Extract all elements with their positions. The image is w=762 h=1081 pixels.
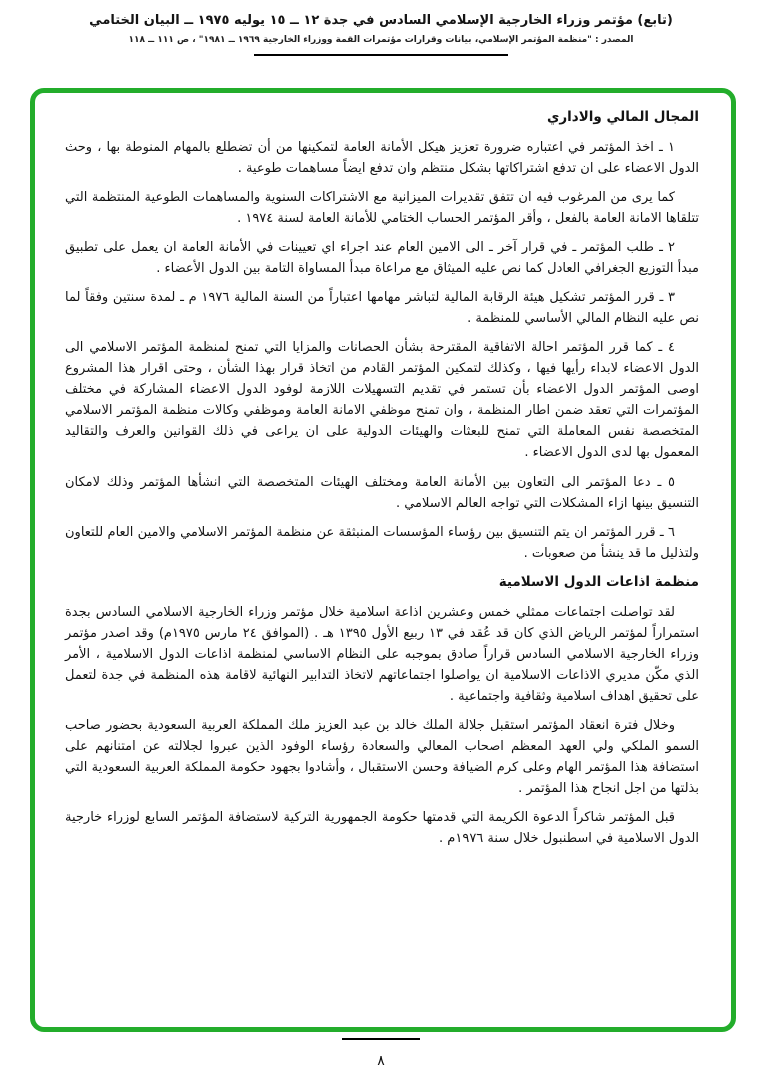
document-body (65, 107, 699, 849)
page-number: ٨ (377, 1053, 385, 1069)
source-line: المصدر : "منظمة المؤتمر الإسلامي، بيانات وقرارات مؤتمرات القمة ووزراء الخارجية ١٩٦٩ ــ ١٩٨١" ، ص ١١١ ــ ١١٨ (128, 35, 634, 45)
paragraph-item-3: ٣ ـ قرر المؤتمر تشكيل هيئة الرقابة المالية لتباشر مهامها اعتباراً من السنة المالية ١٩٧٦ م ـ لمدة سنتين وفقاً لما نص عليه النظام المالي الأساسي للمنظمة . (65, 290, 699, 327)
paragraph-item-1-continuation: كما يرى من المرغوب فيه ان تتفق تقديرات الميزانية مع الاشتراكات السنوية والمساهمات الطوعية المنتظمة التي تتلقاها الامانة العامة بالفعل ، وأقر المؤتمر الحساب الختامي للأمانة العامة لسنة ١٩٧٤ . (65, 189, 699, 226)
footer-rule (342, 1038, 420, 1040)
paragraph-item-1: ١ ـ اخذ المؤتمر في اعتباره ضرورة تعزيز هيكل الأمانة العامة لتمكينها من أن تضطلع بالمهام المنوطة بها ، وحث الدول الاعضاء على ان تدفع اشتراكاتها بشكل منتظم وان تدفع ايضاً مساهمات طوعية . (65, 139, 699, 176)
paragraph-broadcasting-1: لقد تواصلت اجتماعات ممثلي خمس وعشرين اذاعة اسلامية خلال مؤتمر وزراء الخارجية الاسلامي السادس بجدة استمراراً لمؤتمر الرياض الذي كان قد عُقد في ١٣ ربيع الأول ١٣٩٥ هـ . (الموافق ٢٤ مارس ١٩٧٥م) وقد اصدر مؤتمر وزراء الخارجية الاسلامي السادس قراراً صادق بموجبه على النظام الاساسي لمنظمة اذاعات الدول الاسلامية ، الأمر الذي مكّن مديري الاذاعات الاسلامية ان يواصلوا اجتماعاتهم لاتخاذ التدابير النهائية لاقامة هذه المنظمة في جدة لتعمل على تحقيق اهداف اسلامية وثقافية واجتماعية . (65, 604, 699, 704)
paragraph-broadcasting-3: قبل المؤتمر شاكراً الدعوة الكريمة التي قدمتها حكومة الجمهورية التركية لاستضافة المؤتمر السابع لوزراء خارجية الدول الاسلامية في اسطنبول خلال سنة ١٩٧٦م . (65, 809, 699, 847)
section-heading-broadcasting-organization: منظمة اذاعات الدول الاسلامية (498, 573, 699, 590)
document-title: (تابع) مؤتمر وزراء الخارجية الإسلامي السادس في جدة ١٢ ــ ١٥ يوليه ١٩٧٥ ــ البيان الختامي (89, 13, 673, 28)
paragraph-broadcasting-2: وخلال فترة انعقاد المؤتمر استقبل جلالة الملك خالد بن عبد العزيز ملك المملكة العربية السعودية بحضور صاحب السمو الملكي ولي العهد المعظم اصحاب المعالي والسعادة رؤساء الوفود الذين عبروا لجلالته عن امتنانهم على استضافة هذا المؤتمر الهام وعلى كرم الضيافة وحسن الاستقبال ، وأشادوا بجهود حكومة المملكة العربية السعودية التي بذلتها من اجل انجاح هذا المؤتمر . (65, 717, 699, 796)
paragraph-item-6: ٦ ـ قرر المؤتمر ان يتم التنسيق بين رؤساء المؤسسات المنبثقة عن منظمة المؤتمر الاسلامي والامين العام للتعاون ولتذليل ما قد ينشأ من صعوبات . (65, 524, 699, 561)
page-header (0, 0, 762, 56)
paragraph-item-2: ٢ ـ طلب المؤتمر ـ في قرار آخر ـ الى الامين العام عند اجراء اي تعيينات في الأمانة العامة ان يعمل على تطبيق مبدأ التوزيع الجغرافي العادل كما نص عليه الميثاق مع مراعاة مبدأ المساواة التامة بين الدول الأعضاء . (65, 240, 699, 277)
paragraph-item-4: ٤ ـ كما قرر المؤتمر احالة الاتفاقية المقترحة بشأن الحصانات والمزايا التي تمنح لمنظمة المؤتمر الاسلامي الى الدول الاعضاء لابداء رأيها فيها ، وكذلك لتمكين المؤتمر القادم من اتخاذ قرار بهذا الشأن ، وحتى اقرار هذا المشروع اوصى المؤتمر الدول الاعضاء بأن تستمر في تقديم التسهيلات اللازمة لوفود الدول الاعضاء المشاركة في مختلف المؤتمرات التي تعقد ضمن اطار المنظمة ، وان تمنح موظفي الامانة العامة وموظفي وكالات منظمة المؤتمر الاسلامي المتخصصة نفس المعاملة التي تمنح للبعثات والهيئات الدولية على ان يراعى في ذلك القوانين والعرف والتقاليد المعمول بها لدى الدول الاعضاء . (65, 340, 699, 461)
content-border-frame (30, 88, 736, 1032)
section-heading-financial-administrative: المجال المالي والاداري (547, 109, 699, 125)
header-rule (254, 54, 508, 56)
paragraph-item-5: ٥ ـ دعا المؤتمر الى التعاون بين الأمانة العامة ومختلف الهيئات المتخصصة التي انشأها المؤتمر وذلك لامكان التنسيق بينها ازاء المشكلات التي تواجه العالم الاسلامي . (65, 474, 699, 511)
